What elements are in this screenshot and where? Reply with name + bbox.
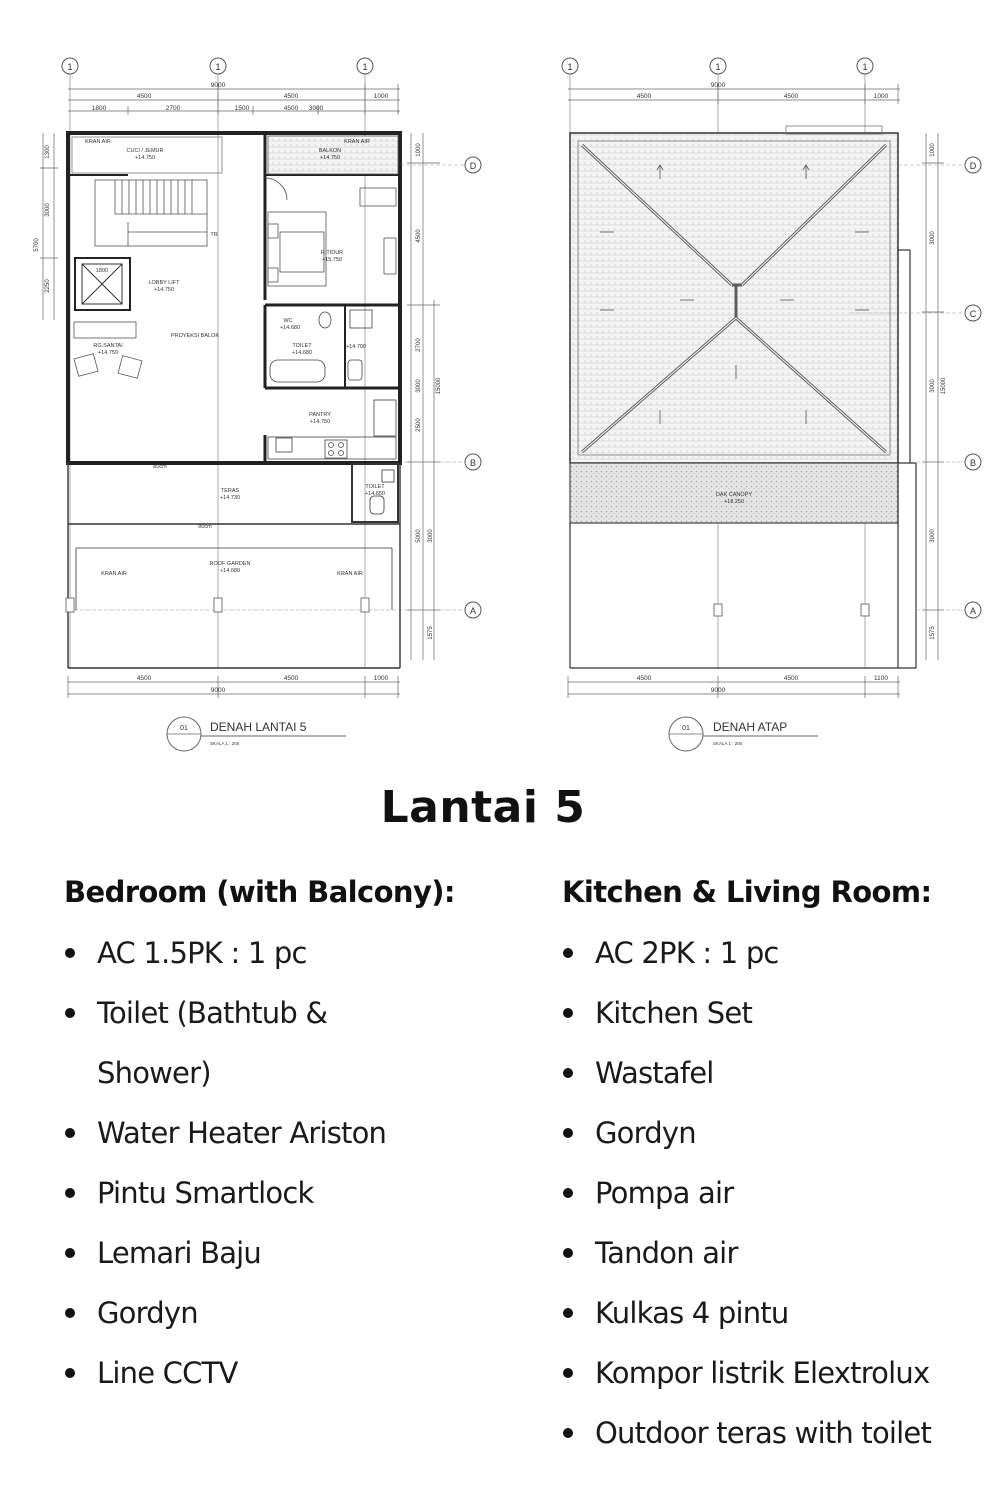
grid-label: 1 [362, 62, 368, 72]
tag-label: 80cm [153, 464, 167, 470]
walls [68, 133, 400, 463]
dim-label: 3000 [930, 379, 936, 393]
list-item: AC 2PK : 1 pc [562, 923, 992, 983]
dim-label: 4500 [283, 105, 299, 112]
list-item: Line CCTV [64, 1343, 504, 1403]
room-label: BALKON [318, 148, 342, 154]
room-label: CUCI / JEMUR [126, 148, 164, 154]
level-label: +14.730 [219, 495, 241, 501]
dim-label: 1500 [234, 105, 250, 112]
kitchen-list [562, 923, 992, 1463]
dim-label: 5000 [416, 529, 422, 543]
room-label: 1800 [95, 268, 109, 274]
list-item: Kitchen Set [562, 983, 992, 1043]
level-label: +14.750 [153, 287, 175, 293]
dim-total-bottom: 9000 [210, 687, 226, 694]
dim-label: 4500 [636, 675, 652, 682]
grid-label: B [469, 458, 477, 468]
dim-label: 1000 [416, 143, 422, 157]
room-label: TERAS [220, 488, 240, 494]
dim-label: 1575 [930, 626, 936, 640]
list-item: Pompa air [562, 1163, 992, 1223]
bedroom-title: Bedroom (with Balcony): [64, 875, 455, 909]
level-label: +14.680 [279, 325, 301, 331]
room-label: DAK CANOPY [715, 492, 753, 498]
plan-title-block [669, 717, 818, 751]
dim-label: 5700 [34, 238, 40, 252]
grid-label: A [969, 606, 977, 616]
dim-label: 15000 [436, 377, 442, 395]
list-item: Toilet (Bathtub & Shower) [64, 983, 397, 1103]
plan-title-block [167, 717, 346, 751]
grid-label: 1 [567, 62, 573, 72]
plan-tag-number: 01 [180, 725, 188, 732]
room-label: KRAN AIR [85, 139, 111, 145]
dim-label: 4500 [283, 93, 299, 100]
grid-label: 1 [862, 62, 868, 72]
level-label: +14.750 [309, 419, 331, 425]
dim-label: 3000 [416, 379, 422, 393]
room-label: PANTRY [309, 412, 331, 418]
grid-label: A [469, 606, 477, 616]
dim-label: 4500 [136, 93, 152, 100]
list-item: Kompor listrik Elextrolux [562, 1343, 992, 1403]
dim-label: 4500 [783, 675, 799, 682]
room-label: R.TIDUR [320, 250, 344, 256]
dim-label: 4500 [283, 675, 299, 682]
dim-label: 4500 [136, 675, 152, 682]
dim-label: 4500 [636, 93, 652, 100]
room-label: KRAN AIR [337, 571, 363, 577]
level-label: +14.750 [134, 155, 156, 161]
dim-label: 1100 [874, 675, 888, 682]
room-label: TR [210, 232, 218, 238]
grid-label: 1 [67, 62, 73, 72]
dim-label: 4500 [416, 229, 422, 243]
dim-label: 1575 [428, 626, 434, 640]
list-item: Water Heater Ariston [64, 1103, 504, 1163]
level-label: +14.700 [345, 344, 367, 350]
level-label: +18.250 [723, 499, 745, 505]
plan-scale: SKALA 1 : 200 [210, 741, 240, 746]
grid-label: C [969, 309, 977, 319]
dim-label: 1000 [373, 675, 389, 682]
dim-label: 1000 [930, 143, 936, 157]
level-label: +14.750 [97, 350, 119, 356]
level-label: +14.680 [291, 350, 313, 356]
grid-label: 1 [215, 62, 221, 72]
dim-label: 1800 [91, 105, 107, 112]
dim-label: 4500 [783, 93, 799, 100]
room-label: WC [283, 318, 293, 324]
list-item: Outdoor teras with toilet [562, 1403, 992, 1463]
dim-total-bottom: 9000 [710, 687, 726, 694]
dim-total-top: 9000 [210, 82, 226, 89]
room-label: TOILET [365, 484, 385, 490]
page-title: Lantai 5 [380, 782, 586, 833]
level-label: +14.750 [319, 155, 341, 161]
dim-label: 3000 [428, 529, 434, 543]
plan-lantai-5 [34, 58, 481, 751]
dim-label: 3000 [930, 529, 936, 543]
dim-label: 2250 [45, 279, 51, 293]
grid-label: 1 [715, 62, 721, 72]
dim-label: 1000 [873, 93, 889, 100]
dim-label: 2700 [165, 105, 181, 112]
level-label: +15.750 [321, 257, 343, 263]
list-item: Lemari Baju [64, 1223, 504, 1283]
kitchen-features [562, 875, 992, 1463]
bedroom-list [64, 923, 504, 1403]
dim-total-top: 9000 [710, 82, 726, 89]
plan-scale: SKALA 1 : 200 [713, 741, 743, 746]
dim-label: 1300 [45, 145, 51, 159]
room-label: ROOF GARDEN [209, 561, 251, 567]
list-item: Gordyn [64, 1283, 504, 1343]
room-label: TOILET [292, 343, 312, 349]
dim-label: 1000 [373, 93, 389, 100]
list-item: Pintu Smartlock [64, 1163, 504, 1223]
dim-label: 3000 [930, 231, 936, 245]
level-label: +14.680 [219, 568, 241, 574]
grid-label: D [969, 161, 977, 171]
list-item: Gordyn [562, 1103, 992, 1163]
plan-title: DENAH LANTAI 5 [210, 720, 307, 734]
tag-label: 80cm [198, 524, 212, 530]
dim-label: 3000 [308, 105, 324, 112]
dim-label: 15000 [941, 377, 947, 395]
grid-label: B [969, 458, 977, 468]
list-item: AC 1.5PK : 1 pc [64, 923, 504, 983]
room-label: LOBBY LIFT [148, 280, 180, 286]
bedroom-features [64, 875, 504, 1403]
room-label: KRAN AIR [344, 139, 370, 145]
stairs [95, 180, 207, 246]
dim-label: 2700 [416, 338, 422, 352]
list-item: Wastafel [562, 1043, 992, 1103]
plan-tag-number: 01 [682, 725, 690, 732]
level-label: +14.650 [364, 491, 386, 497]
dim-label: 2500 [416, 418, 422, 432]
plan-atap [562, 58, 981, 751]
kitchen-title: Kitchen & Living Room: [562, 875, 932, 909]
list-item: Tandon air [562, 1223, 992, 1283]
room-label: RG.SANTAI [93, 343, 123, 349]
dim-label: 3000 [45, 203, 51, 217]
plan-title: DENAH ATAP [713, 720, 788, 734]
list-item: Kulkas 4 pintu [562, 1283, 992, 1343]
room-label: KRAN AIR [101, 571, 127, 577]
grid-label: D [469, 161, 477, 171]
room-label: PROYEKSI BALOK [171, 333, 219, 339]
